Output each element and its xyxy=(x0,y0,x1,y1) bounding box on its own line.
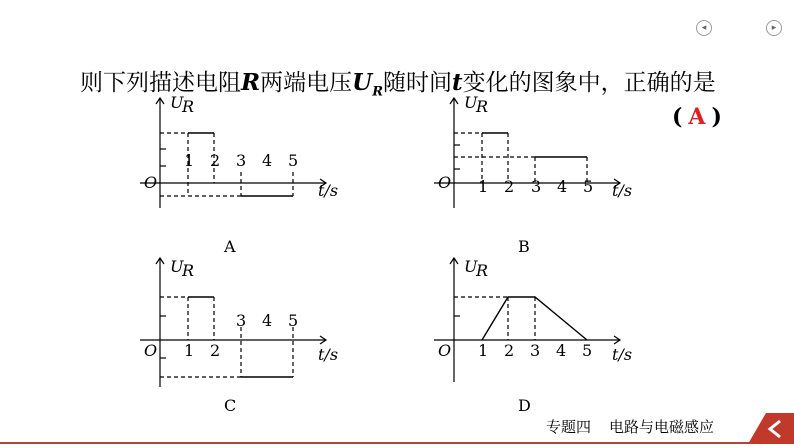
answer-paren-close: ) xyxy=(711,104,722,130)
footer-text xyxy=(546,416,732,437)
y-axis-label: U xyxy=(464,93,478,112)
tick-label: 3 xyxy=(236,311,247,330)
origin-label: O xyxy=(438,173,452,192)
tick-label: 4 xyxy=(556,341,567,360)
option-c-label: C xyxy=(224,396,237,415)
tick-label: 5 xyxy=(582,341,593,360)
time-symbol: t xyxy=(452,69,463,96)
graph-c xyxy=(136,252,339,392)
footer-bar xyxy=(0,413,794,447)
option-a-label: A xyxy=(224,237,236,256)
origin-label: O xyxy=(144,341,158,360)
x-axis-label: t/s xyxy=(612,345,633,364)
question-part: 两端电压 xyxy=(260,70,353,96)
option-d-label: D xyxy=(518,396,531,415)
y-axis-subscript: R xyxy=(476,261,489,280)
footer-topic: 专题四 xyxy=(546,418,592,436)
footer-title: 电路与电磁感应 xyxy=(609,418,715,436)
tick-label: 5 xyxy=(288,311,299,330)
voltage-subscript: R xyxy=(372,84,383,100)
tick-label: 1 xyxy=(478,341,489,360)
tick-label: 3 xyxy=(236,151,247,170)
y-axis-subscript: R xyxy=(182,97,195,116)
answer-value: A xyxy=(688,104,706,130)
x-axis-label: t/s xyxy=(318,345,339,364)
tick-label: 5 xyxy=(583,177,594,196)
nav-next-button[interactable] xyxy=(766,20,782,36)
question-part: 变化的图象中，正确的是 xyxy=(462,70,716,96)
y-axis-label: U xyxy=(170,257,184,276)
tick-label: 4 xyxy=(557,177,568,196)
tick-label: 2 xyxy=(210,151,221,170)
tick-label: 3 xyxy=(530,341,541,360)
y-axis-label: U xyxy=(464,257,478,276)
tick-label: 2 xyxy=(504,341,515,360)
question-part: 则下列描述电阻 xyxy=(80,70,241,96)
x-axis-label: t/s xyxy=(318,181,339,200)
nav-prev-button[interactable] xyxy=(696,20,712,36)
option-b-label: B xyxy=(518,237,530,256)
footer-line xyxy=(0,442,794,444)
origin-label: O xyxy=(438,341,452,360)
answer-paren-open: ( xyxy=(672,104,683,130)
tick-label: 2 xyxy=(504,177,515,196)
tick-label: 1 xyxy=(184,341,195,360)
y-axis-subscript: R xyxy=(476,97,489,116)
tick-label: 5 xyxy=(288,151,299,170)
tick-label: 4 xyxy=(262,151,273,170)
tick-label: 2 xyxy=(210,341,221,360)
arrow-left-icon: ◂ xyxy=(701,23,707,33)
y-axis-label: U xyxy=(170,93,184,112)
tick-label: 3 xyxy=(531,177,542,196)
tick-label: 4 xyxy=(262,311,273,330)
tick-label: 1 xyxy=(184,151,195,170)
answer-box xyxy=(672,104,722,130)
origin-label: O xyxy=(144,173,158,192)
voltage-symbol: U xyxy=(352,69,373,96)
graph-a xyxy=(136,88,339,228)
graph-d xyxy=(430,252,633,392)
question-part: 随时间 xyxy=(383,70,452,96)
x-axis-label: t/s xyxy=(612,181,633,200)
arrow-right-icon: ▸ xyxy=(771,23,777,33)
graph-b xyxy=(430,88,633,228)
y-axis-subscript: R xyxy=(182,261,195,280)
footer-chevron-icon xyxy=(748,413,794,447)
resistor-symbol: R xyxy=(241,69,261,96)
tick-label: 1 xyxy=(478,177,489,196)
